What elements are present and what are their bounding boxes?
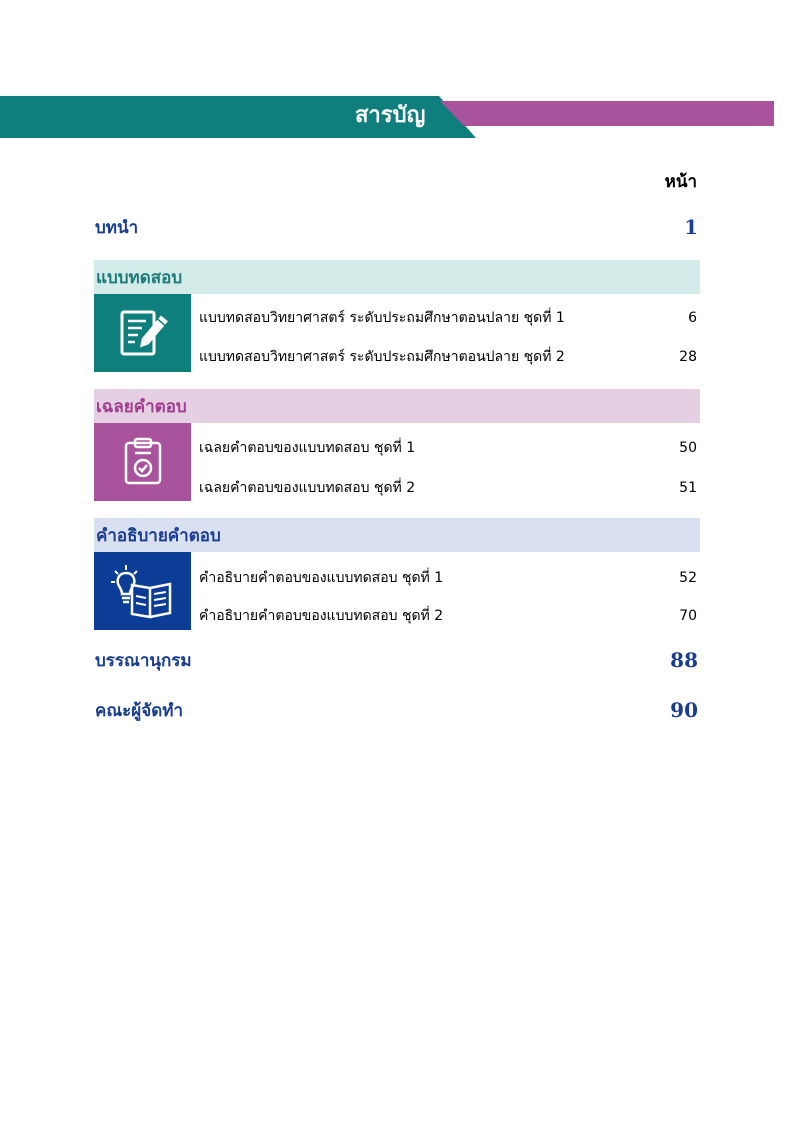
toc-entry-page: 51: [679, 480, 697, 496]
lightbulb-book-icon: [110, 563, 176, 619]
header-banner: [0, 96, 774, 138]
test-paper-pencil-icon: [116, 306, 170, 360]
toc-sub-entry[interactable]: [199, 436, 697, 460]
toc-sub-entry[interactable]: [199, 306, 697, 330]
toc-entry-page: 90: [670, 698, 698, 722]
section-icon-box-tests: [94, 294, 191, 372]
page-column-label: หน้า: [664, 172, 697, 192]
section-icon-box-answers: [94, 423, 191, 501]
clipboard-check-icon: [118, 435, 168, 489]
toc-entry-page: 50: [679, 440, 697, 456]
toc-entry-bibliography[interactable]: [95, 645, 698, 675]
toc-entry-page: 88: [670, 648, 698, 672]
toc-entry-page: 1: [684, 215, 698, 239]
page-title: สารบัญ: [355, 103, 426, 128]
toc-entry-label: เฉลยคำตอบของแบบทดสอบ ชุดที่ 2: [199, 480, 416, 496]
section-title: แบบทดสอบ: [96, 267, 183, 288]
toc-entry-intro[interactable]: [95, 212, 698, 242]
toc-entry-label: เฉลยคำตอบของแบบทดสอบ ชุดที่ 1: [199, 440, 416, 456]
toc-entry-label: คณะผู้จัดทำ: [95, 700, 183, 721]
toc-entry-label: บทนำ: [95, 217, 139, 238]
section-header-explanations: [94, 518, 700, 552]
toc-sub-entry[interactable]: [199, 345, 697, 369]
section-icon-box-explanations: [94, 552, 191, 630]
toc-entry-label: แบบทดสอบวิทยาศาสตร์ ระดับประถมศึกษาตอนปลาย ชุดที่ 1: [199, 310, 565, 326]
toc-entry-page: 52: [679, 570, 697, 586]
toc-entry-authors[interactable]: [95, 695, 698, 725]
header-purple-band: [440, 101, 774, 126]
toc-entry-label: แบบทดสอบวิทยาศาสตร์ ระดับประถมศึกษาตอนปลาย ชุดที่ 2: [199, 349, 565, 365]
toc-entry-label: คำอธิบายคำตอบของแบบทดสอบ ชุดที่ 2: [199, 608, 444, 624]
toc-entry-label: บรรณานุกรม: [95, 650, 192, 671]
section-title: คำอธิบายคำตอบ: [96, 525, 221, 546]
toc-sub-entry[interactable]: [199, 476, 697, 500]
toc-entry-page: 6: [688, 310, 697, 326]
toc-entry-label: คำอธิบายคำตอบของแบบทดสอบ ชุดที่ 1: [199, 570, 444, 586]
section-title: เฉลยคำตอบ: [96, 396, 187, 417]
section-header-tests: [94, 260, 700, 294]
toc-entry-page: 28: [679, 349, 697, 365]
toc-entry-page: 70: [679, 608, 697, 624]
toc-sub-entry[interactable]: [199, 604, 697, 628]
section-header-answers: [94, 389, 700, 423]
toc-sub-entry[interactable]: [199, 566, 697, 590]
